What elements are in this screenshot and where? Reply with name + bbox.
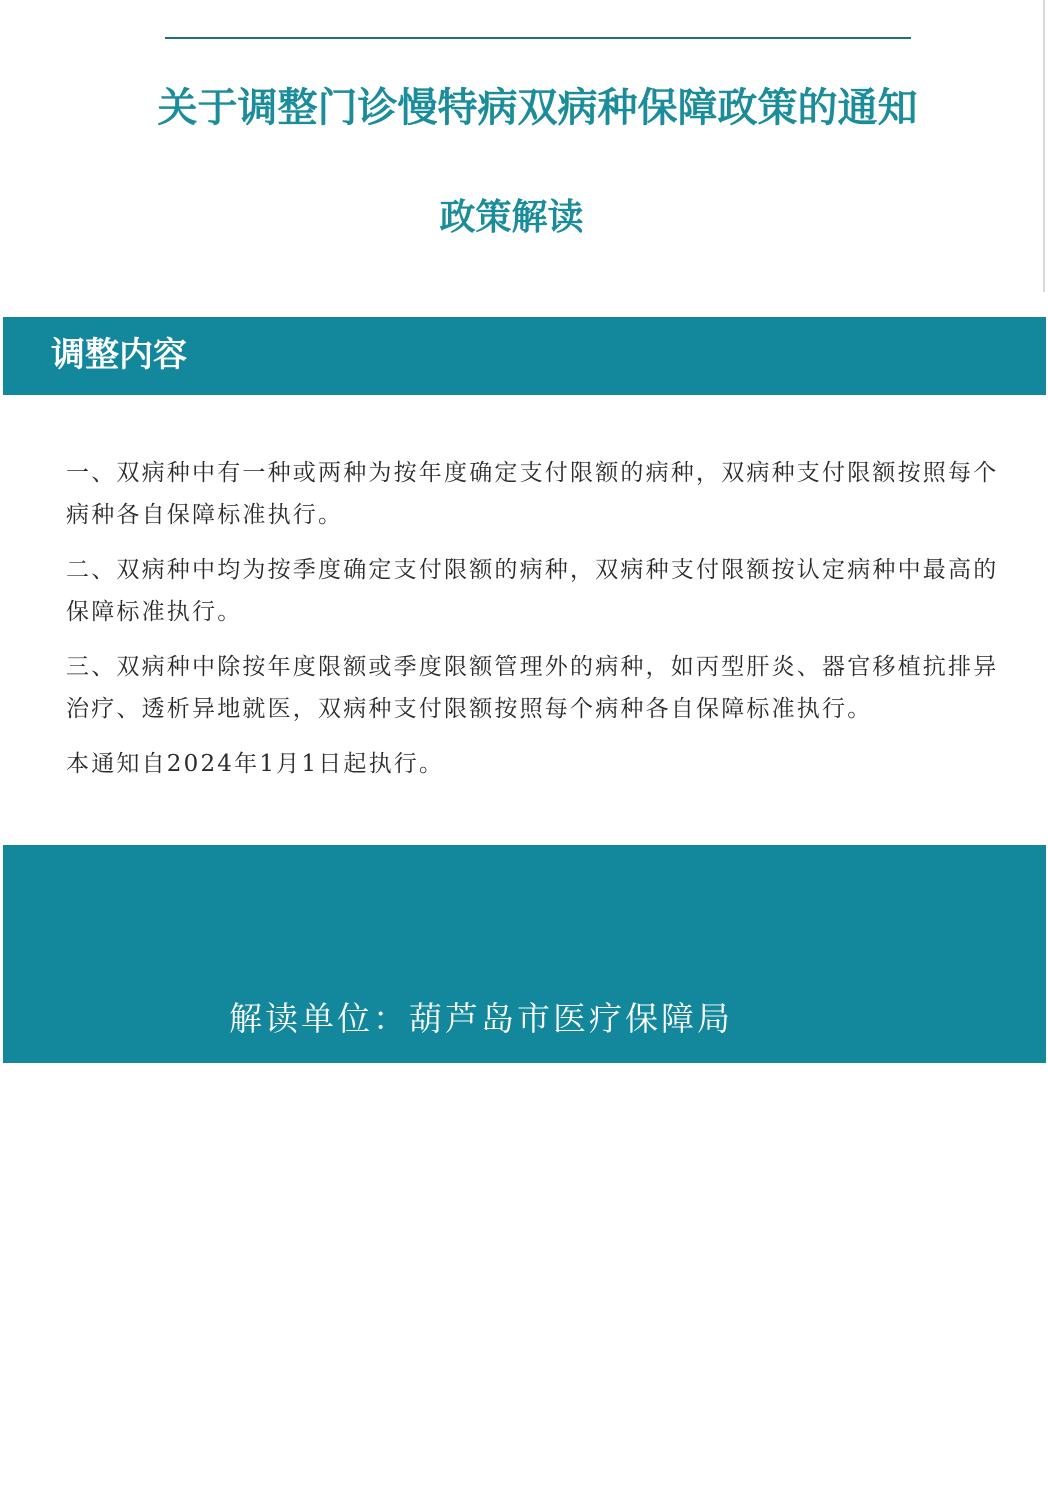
paragraph-item-1: 一、双病种中有一种或两种为按年度确定支付限额的病种，双病种支付限额按照每个病种各自保障标准执行。 <box>66 460 999 528</box>
section-header-bar <box>3 317 1046 395</box>
paragraph-item-3: 三、双病种中除按年度限额或季度限额管理外的病种，如丙型肝炎、器官移植抗排异治疗、透析异地就医，双病种支付限额按照每个病种各自保障标准执行。 <box>66 654 999 722</box>
paragraph-item-2: 二、双病种中均为按季度确定支付限额的病种，双病种支付限额按认定病种中最高的保障标准执行。 <box>66 557 999 625</box>
top-divider <box>165 37 911 39</box>
section-title: 调整内容 <box>51 335 187 375</box>
contact-footer <box>3 845 1046 1374</box>
contact-phone-line: 联系方式：0429-2888812 <box>229 1335 688 1374</box>
right-edge-line <box>1043 0 1045 292</box>
notice-body <box>66 452 1006 785</box>
contact-person-line: 联 系 人 ：待遇保障科 王 超 <box>229 1167 706 1206</box>
issuing-unit-line: 解读单位：葫芦岛市医疗保障局 <box>229 999 733 1038</box>
contact-info-list <box>229 879 733 1495</box>
effective-date-paragraph: 本通知自2024年1月1日起执行。 <box>66 751 445 777</box>
page-title: 关于调整门诊慢特病双病种保障政策的通知 <box>157 85 918 131</box>
page-subtitle: 政策解读 <box>439 197 584 238</box>
